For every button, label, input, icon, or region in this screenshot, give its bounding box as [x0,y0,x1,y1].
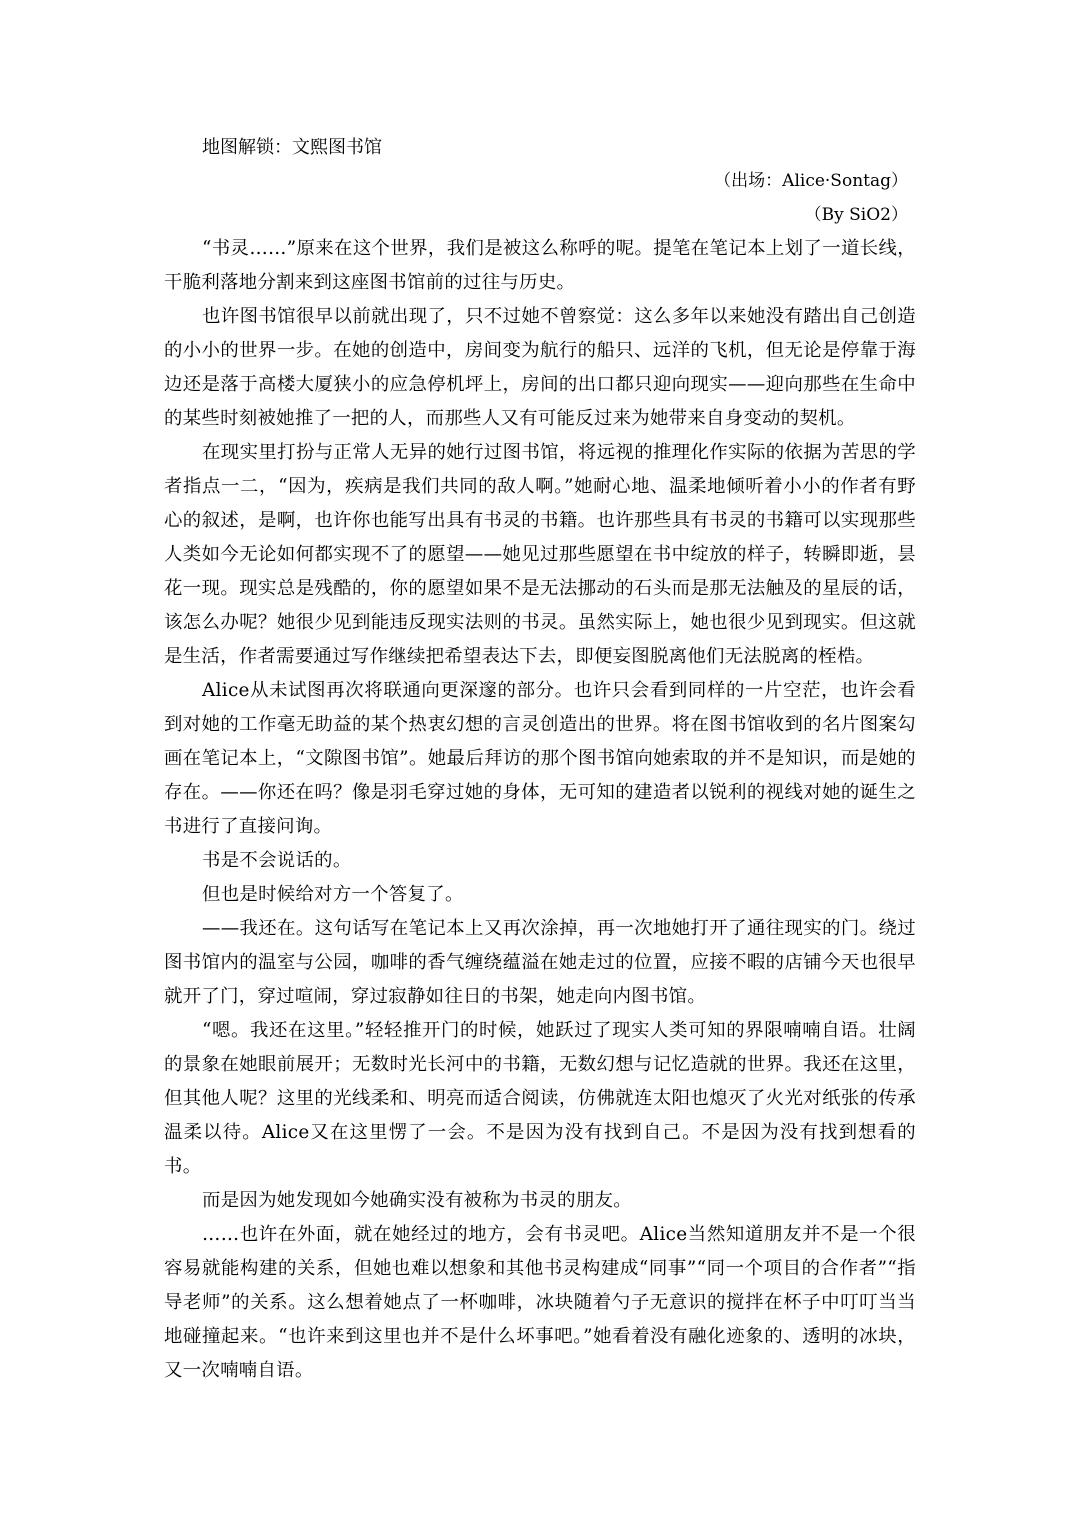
paragraph: ——我还在。这句话写在笔记本上又再次涂掉，再一次地她打开了通往现实的门。绕过图书馆内的温室与公园，咖啡的香气缠绕蕴溢在她走过的位置，应接不暇的店铺今天也很早就开了门，穿过喧闹，穿过寂静如往日的书架，她走向内图书馆。 [164,918,916,1007]
paragraph: 书是不会说话的。 [202,850,352,871]
paragraph: Alice从未试图再次将联通向更深邃的部分。也许只会看到同样的一片空茫，也许会看到对她的工作毫无助益的某个热衷幻想的言灵创造出的世界。将在图书馆收到的名片图案勾画在笔记本上，“文隙图书馆”。她最后拜访的那个图书馆向她索取的并不是知识，而是她的存在。——你还在吗？像是羽毛穿过她的身体，无可知的建造者以锐利的视线对她的诞生之书进行了直接问询。 [164,680,916,837]
paragraph: 但也是时候给对方一个答复了。 [202,884,464,905]
paragraph: “嗯。我还在这里。”轻轻推开门的时候，她跃过了现实人类可知的界限喃喃自语。壮阔的景象在她眼前展开；无数时光长河中的书籍，无数幻想与记忆造就的世界。我还在这里，但其他人呢？这里的光线柔和、明亮而适合阅读，仿佛就连太阳也熄灭了火光对纸张的传承温柔以待。Alice又在这里愣了一会。不是因为没有找到自己。不是因为没有找到想看的书。 [164,1020,916,1177]
paragraph: 也许图书馆很早以前就出现了，只不过她不曾察觉：这么多年以来她没有踏出自己创造的小小的世界一步。在她的创造中，房间变为航行的船只、远洋的飞机，但无论是停靠于海边还是落于高楼大厦狭小的应急停机坪上，房间的出口都只迎向现实——迎向那些在生命中的某些时刻被她推了一把的人，而那些人又有可能反过来为她带来自身变动的契机。 [164,306,916,429]
paragraph: “书灵……”原来在这个世界，我们是被这么称呼的呢。提笔在笔记本上划了一道长线，干脆利落地分割来到这座图书馆前的过往与历史。 [164,238,916,293]
paragraph: 在现实里打扮与正常人无异的她行过图书馆，将远视的推理化作实际的依据为苦思的学者指点一二，“因为，疾病是我们共同的敌人啊。”她耐心地、温柔地倾听着小小的作者有野心的叙述，是啊，也许你也能写出具有书灵的书籍。也许那些具有书灵的书籍可以实现那些人类如今无论如何都实现不了的愿望——她见过那些愿望在书中绽放的样子，转瞬即逝，昙花一现。现实总是残酷的，你的愿望如果不是无法挪动的石头而是那无法触及的星辰的话，该怎么办呢？她很少见到能违反现实法则的书灵。虽然实际上，她也很少见到现实。但这就是生活，作者需要通过写作继续把希望表达下去，即便妄图脱离他们无法脱离的桎梏。 [164,442,916,667]
appearance-credit: （出场：Alice·Sontag） [714,171,908,191]
document-page [164,132,916,1388]
author-credit: （By SiO2） [804,205,908,225]
paragraph: 而是因为她发现如今她确实没有被称为书灵的朋友。 [202,1190,632,1211]
document-body [164,232,916,1388]
document-title: 地图解锁：文熙图书馆 [202,137,382,158]
paragraph: ……也许在外面，就在她经过的地方，会有书灵吧。Alice当然知道朋友并不是一个很容易就能构建的关系，但她也难以想象和其他书灵构建成“同事”“同一个项目的合作者”“指导老师”的关系。这么想着她点了一杯咖啡，冰块随着勺子无意识的搅拌在杯子中叮叮当当地碰撞起来。“也许来到这里也并不是什么坏事吧。”她看着没有融化迹象的、透明的冰块，又一次喃喃自语。 [164,1224,916,1381]
